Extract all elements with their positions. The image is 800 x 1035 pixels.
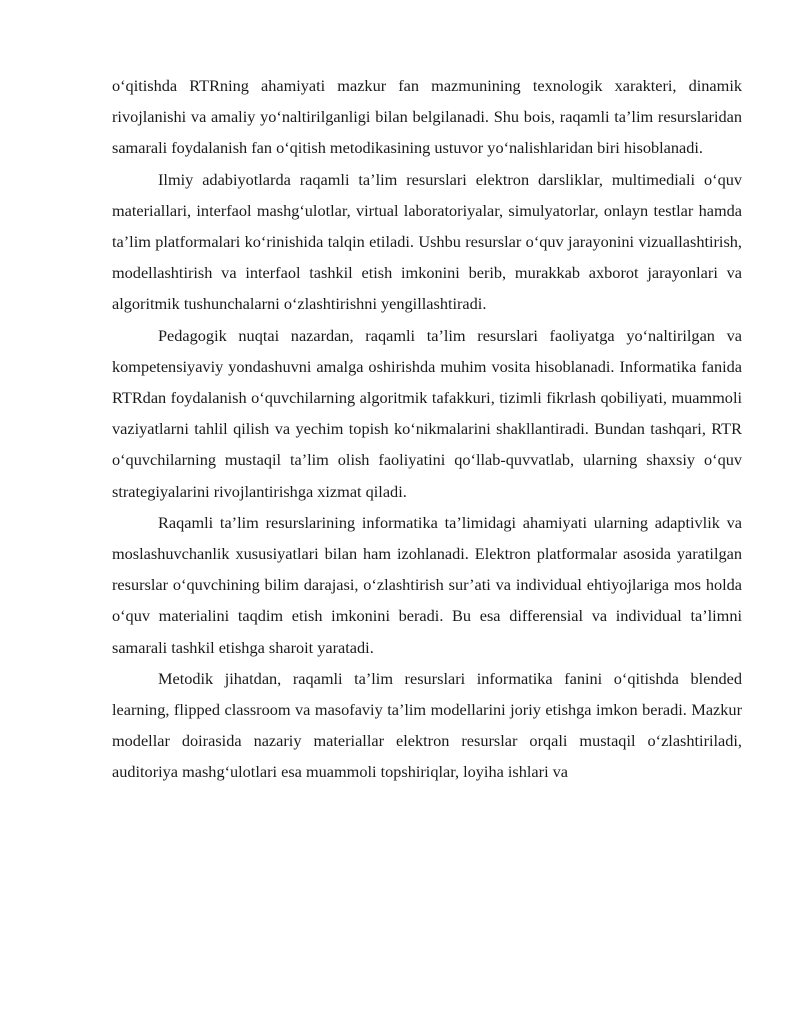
paragraph-digital-resources-forms: Ilmiy adabiyotlarda raqamli ta’lim resurslari elektron darsliklar, multimediali o‘quv materiallari, interfaol mashg‘ulotlar, virtual laboratoriyalar, simulyatorlar, onlayn testlar hamda ta’lim platformalari ko‘rinishida talqin etiladi. Ushbu resurslar o‘quv jarayonini vizuallashtirish, modellashtirish va interfaol tashkil etish imkonini berib, murakkab axborot jarayonlari va algoritmik tushunchalarni o‘zlashtirishni yengillashtiradi. <box>112 169 742 314</box>
document-page <box>112 70 742 788</box>
paragraph-methodical-models: Metodik jihatdan, raqamli ta’lim resurslari informatika fanini o‘qitishda blended learning, flipped classroom va masofaviy ta’lim modellarini joriy etishga imkon beradi. Mazkur modellar doirasida nazariy materiallar elektron resurslar orqali mustaqil o‘zlashtiriladi, auditoriya mashg‘ulotlari esa muammoli topshiriqlar, loyiha ishlari va <box>112 668 742 782</box>
paragraph-continuation: o‘qitishda RTRning ahamiyati mazkur fan mazmunining texnologik xarakteri, dinamik rivojlanishi va amaliy yo‘naltirilganligi bilan belgilanadi. Shu bois, raqamli ta’lim resurslaridan samarali foydalanish fan o‘qitish metodikasining ustuvor yo‘nalishlaridan biri hisoblanadi. <box>112 76 742 158</box>
paragraph-adaptivity: Raqamli ta’lim resurslarining informatika ta’limidagi ahamiyati ularning adaptivlik va moslashuvchanlik xususiyatlari bilan ham izohlanadi. Elektron platformalar asosida yaratilgan resurslar o‘quvchining bilim darajasi, o‘zlashtirish sur’ati va individual ehtiyojlariga mos holda o‘quv materialini taqdim etish imkonini beradi. Bu esa differensial va individual ta’limni samarali tashkil etishga sharoit yaratadi. <box>112 512 742 657</box>
paragraph-pedagogical-view: Pedagogik nuqtai nazardan, raqamli ta’lim resurslari faoliyatga yo‘naltirilgan va kompetensiyaviy yondashuvni amalga oshirishda muhim vosita hisoblanadi. Informatika fanida RTRdan foydalanish o‘quvchilarning algoritmik tafakkuri, tizimli fikrlash qobiliyati, muammoli vaziyatlarni tahlil qilish va yechim topish ko‘nikmalarini shakllantiradi. Bundan tashqari, RTR o‘quvchilarning mustaqil ta’lim olish faoliyatini qo‘llab-quvvatlab, ularning shaxsiy o‘quv strategiyalarini rivojlantirishga xizmat qiladi. <box>112 325 742 501</box>
